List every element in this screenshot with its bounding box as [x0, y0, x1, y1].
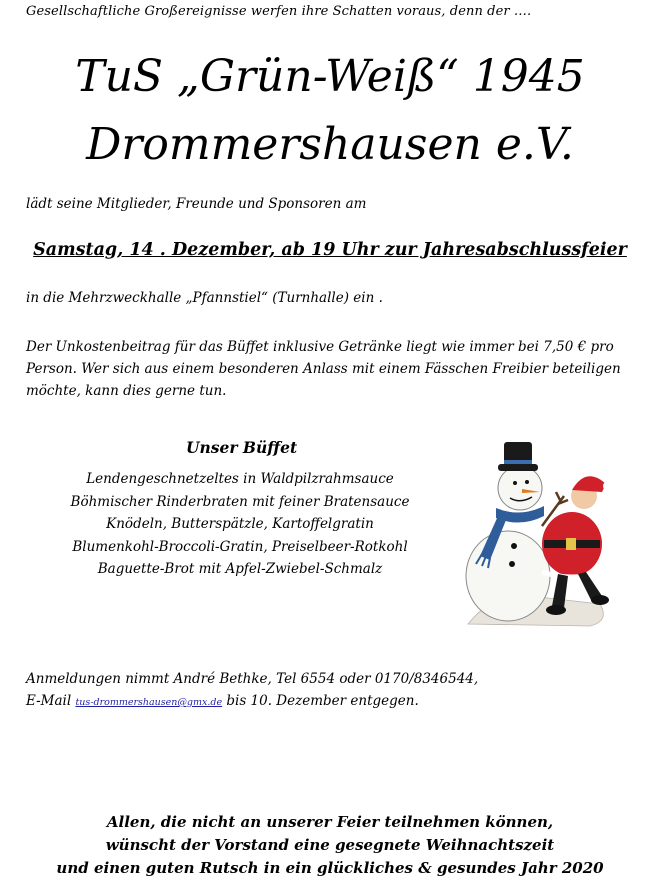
registration-info: [26, 668, 478, 714]
cost-paragraph: Der Unkostenbeitrag für das Büffet inklusive Getränke liegt wie immer bei 7,50 € pro Person. Wer sich aus einem besonderen Anlass mit einem Fässchen Freibier beteiligen möchte, kann dies gerne tun.: [26, 339, 621, 399]
club-location-title: Drommershausen e.V.: [86, 119, 574, 170]
venue-text: in die Mehrzweckhalle „Pfannstiel“ (Turnhalle) ein .: [26, 290, 383, 306]
invitation-text: lädt seine Mitglieder, Freunde und Sponsoren am: [26, 196, 367, 212]
snowman-icon: [460, 436, 625, 636]
menu-item: Blumenkohl-Broccoli-Gratin, Preiselbeer-Rotkohl: [72, 538, 408, 555]
closing-greeting: [0, 811, 660, 880]
snowman-santa-illustration: [460, 436, 625, 636]
menu-item: Knödeln, Butterspätzle, Kartoffelgratin: [106, 516, 374, 532]
closing-line: Allen, die nicht an unserer Feier teilnehmen können,: [106, 813, 554, 831]
closing-line: wünscht der Vorstand eine gesegnete Weihnachtszeit: [105, 836, 555, 854]
registration-line: Anmeldungen nimmt André Bethke, Tel 6554 oder 0170/8346544,: [26, 671, 479, 687]
menu-item: Baguette-Brot mit Apfel-Zwiebel-Schmalz: [97, 561, 383, 577]
buffet-heading: Unser Büffet: [186, 438, 298, 457]
email-link[interactable]: tus-drommershausen@gmx.de: [75, 697, 223, 708]
closing-line: und einen guten Rutsch in ein glückliches & gesundes Jahr 2020: [56, 859, 604, 877]
email-prefix: E-Mail: [26, 693, 76, 709]
registration-email-line: [26, 690, 478, 714]
menu-item: Lendengeschnetzeltes in Waldpilzrahmsauce: [86, 471, 394, 487]
email-suffix: bis 10. Dezember entgegen.: [222, 693, 419, 709]
menu-item: Böhmischer Rinderbraten mit feiner Bratensauce: [70, 493, 410, 510]
intro-text: Gesellschaftliche Großereignisse werfen ihre Schatten voraus, denn der ….: [26, 4, 532, 19]
club-name-title: TuS „Grün-Weiß“ 1945: [75, 51, 585, 102]
buffet-menu: [0, 468, 480, 581]
event-date-heading: Samstag, 14 . Dezember, ab 19 Uhr zur Jahresabschlussfeier: [33, 240, 627, 260]
